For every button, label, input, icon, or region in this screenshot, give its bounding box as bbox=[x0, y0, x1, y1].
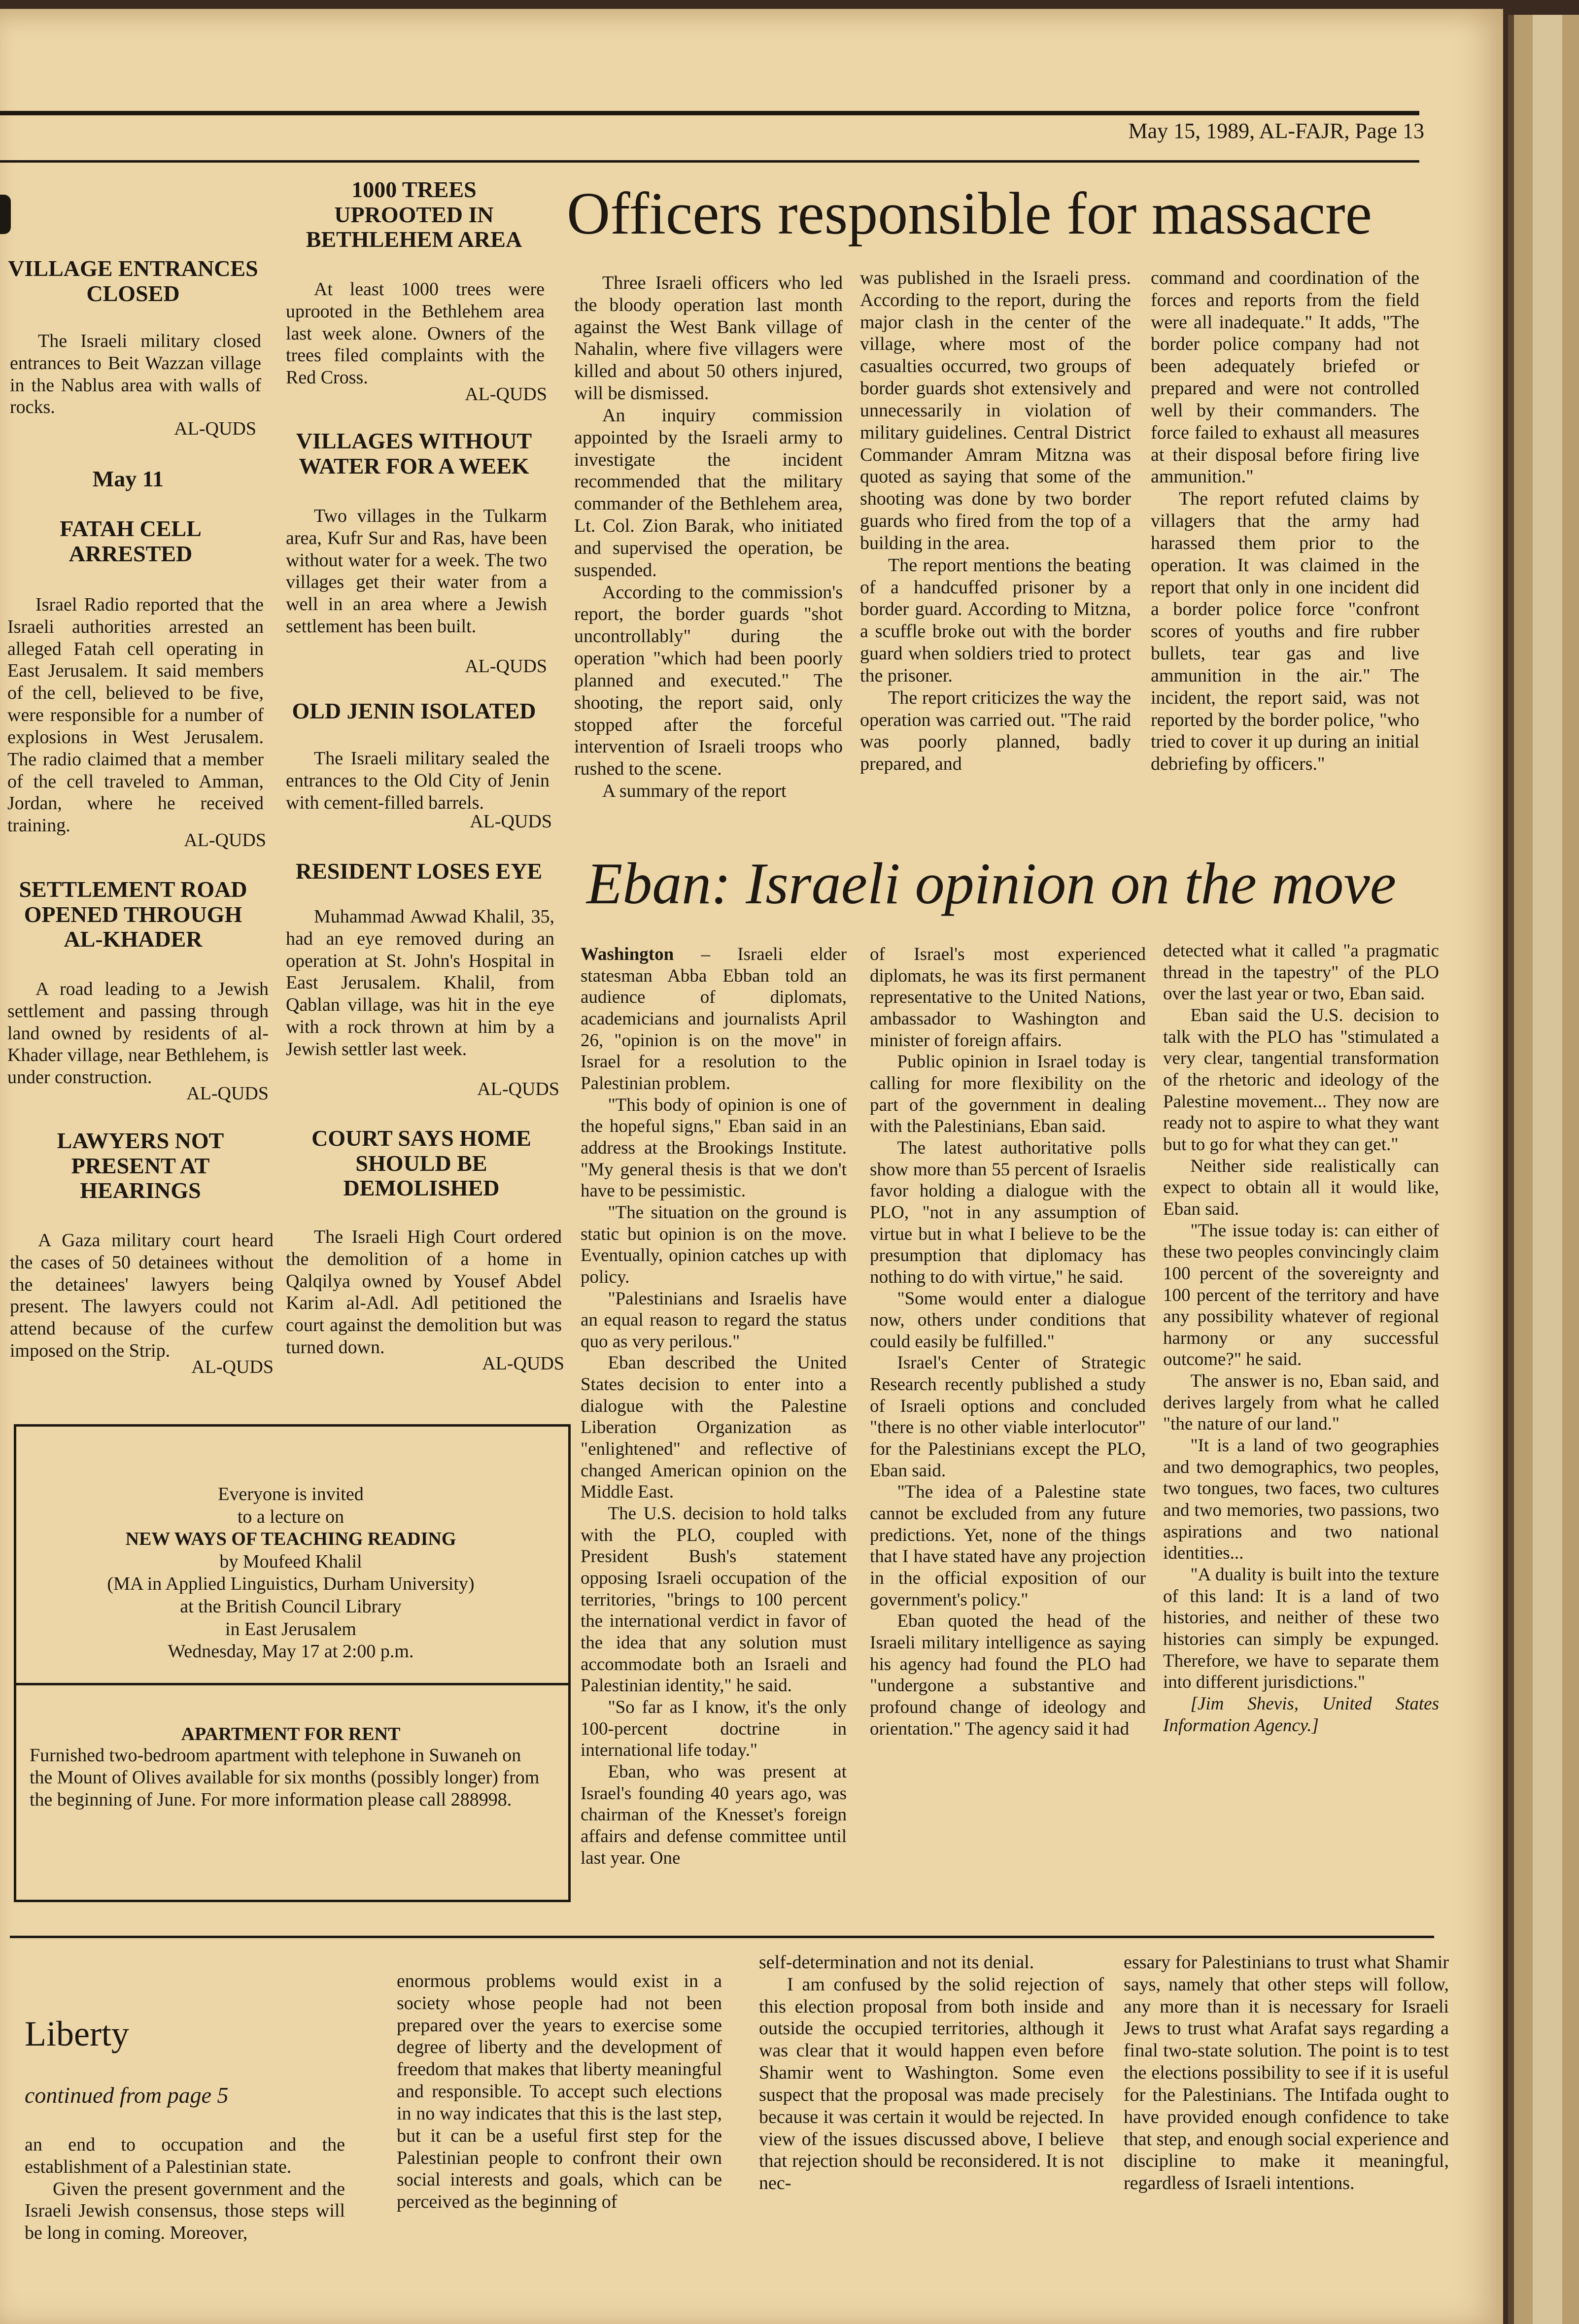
liberty-column-2: enormous problems would exist in a society whose people had not been prepared over the years to exercise some degree of liberty and the development of freedom that makes that liberty meaningful and responsible. To accept such elections in no way indicates that this is the last step, but it can be a useful first step for the Palestinian people to confront their own social interests and goals, which can be perceived as the beginning of bbox=[397, 1971, 722, 2213]
dateline: Washington bbox=[581, 944, 674, 964]
liberty-column-3: self-determination and not its denial. I am confused by the solid rejection of this election proposal from both inside and outside the occupied territories, although it was clear that it would happen even before Shamir went to Washington. Some even suspect that the proposal was made precisely because it was certain it would be rejected. In view of the issues discussed above, I believe that rejection should be reconsidered. It is not nec- bbox=[759, 1952, 1104, 2194]
lecture-notice: Everyone is invited to a lecture on NEW WAYS OF TEACHING READING by Moufeed Khalil (MA in Applied Linguistics, Durham University) at the British Council Library in East Jerusalem Wednesday, May 17 at 2:00 p.m. bbox=[107, 1484, 475, 1662]
brief-title-road: SETTLEMENT ROAD OPENED THROUGH AL-KHADER bbox=[19, 877, 247, 952]
massacre-column-1: Three Israeli officers who led the bloody operation last month against the West Bank village of Nahalin, where five villagers were killed and about 50 others injured, will be dismissed. An inquiry commission appointed by the Israeli army to investigate the incident recommended that the military commander of the Bethlehem area, Lt. Col. Zion Barak, who initiated and supervised the operation, be suspended. According to the commission's report, the border guards "shot uncontrollably" during the operation "which had been poorly planned and executed." The shooting, the report said, only stopped after the forceful intervention of Israeli troops who rushed to the scene. A summary of the report bbox=[574, 273, 843, 802]
brief-body-fatah: Israel Radio reported that the Israeli authorities arrested an alleged Fatah cell operating in East Jerusalem. It said members of the cell, believed to be five, were responsible for a number of explosions in West Jerusalem. The radio claimed that a member of the cell traveled to Amman, Jordan, where he received training. bbox=[7, 594, 264, 836]
brief-title-eye: RESIDENT LOSES EYE bbox=[295, 858, 543, 884]
brief-title-trees: 1000 TREES UPROOTED IN BETHLEHEM AREA bbox=[306, 177, 522, 252]
top-rule bbox=[0, 111, 1419, 115]
brief-body-eye: Muhammad Awwad Khalil, 35, had an eye removed during an operation at St. John's Hospital in East Jerusalem. Khalil, from Qablan village, was hit in the eye with a rock thrown at him by a Jewish settler last week. bbox=[286, 906, 554, 1059]
source-label: AL-QUDS bbox=[174, 418, 256, 439]
brief-body-court: The Israeli High Court ordered the demolition of a home in Qalqilya owned by Yousef Abdel Karim al-Adl. Adl petitioned the court against the demolition but was turned down. bbox=[286, 1227, 562, 1358]
brief-body-water: Two villages in the Tulkarm area, Kufr Sur and Ras, have been without water for a week. The two villages get their water from a well in an area where a Jewish settlement has been built. bbox=[286, 506, 547, 637]
source-label: AL-QUDS bbox=[191, 1357, 274, 1377]
source-label: AL-QUDS bbox=[465, 384, 547, 405]
source-label: AL-QUDS bbox=[470, 811, 552, 832]
brief-body-village: The Israeli military closed entrances to Beit Wazzan village in the Nablus area with walls of rocks. bbox=[10, 331, 261, 418]
brief-body-road: A road leading to a Jewish settlement and passing through land owned by residents of al-Khader village, near Bethlehem, is under construction. bbox=[7, 979, 269, 1088]
headline-massacre: Officers responsible for massacre bbox=[567, 180, 1372, 247]
brief-title-village: VILLAGE ENTRANCES CLOSED bbox=[8, 256, 258, 306]
brief-body-trees: At least 1000 trees were uprooted in the Bethlehem area last week alone. Owners of the trees filed complaints with the Red Cross. bbox=[286, 279, 545, 388]
date-heading: May 11 bbox=[92, 466, 164, 491]
rent-body: Furnished two-bedroom apartment with telephone in Suwaneh on the Mount of Olives available for six months (possibly longer) from the beginning of June. For more information please call 288998. bbox=[30, 1745, 540, 1810]
liberty-column-4: essary for Palestinians to trust what Shamir says, namely that other steps will follow, any more than it is necessary for Israeli Jews to trust what Arafat says regarding a final two-state solution. The point is to test the elections possibility to see if it is useful for the Palestinians. The Intifada ought to have provided enough confidence to take that step, and enough social experience and discipline to make it meaningful, regardless of Israeli intentions. bbox=[1124, 1952, 1449, 2194]
massacre-column-2: was published in the Israeli press. According to the report, during the major clash in the center of the village, where most of the casualties occurred, two groups of border guards shot extensively and unnecessarily in violation of military guidelines. Central District Commander Amram Mitzna was quoted as saying that some of the shooting was done by two border guards who fired from the top of a building in the area. The report mentions the beating of a handcuffed prisoner by a border guard. According to Mitzna, a scuffle broke out with the border guard when soldiers tried to protect the prisoner. The report criticizes the way the operation was carried out. "The raid was poorly planned, badly prepared, and bbox=[860, 268, 1131, 775]
rent-title: APARTMENT FOR RENT bbox=[181, 1724, 401, 1744]
section-marker bbox=[0, 195, 11, 234]
brief-body-lawyers: A Gaza military court heard the cases of 50 detainees without the detainees' lawyers being present. The lawyers could not attend because of the curfew imposed on the Strip. bbox=[10, 1230, 274, 1362]
source-label: AL-QUDS bbox=[465, 656, 547, 677]
binding-edge bbox=[1533, 15, 1562, 2324]
ad-divider bbox=[14, 1683, 571, 1685]
byline-credit: [Jim Shevis, United States Information Agency.] bbox=[1163, 1693, 1439, 1736]
brief-title-fatah: FATAH CELL ARRESTED bbox=[60, 516, 202, 566]
folio-rule bbox=[0, 160, 1419, 163]
brief-body-jenin: The Israeli military sealed the entrances to the Old City of Jenin with cement-filled barrels. bbox=[286, 748, 549, 813]
eban-column-3: detected what it called "a pragmatic thread in the tapestry" of the PLO over the last year or two, Eban said. Eban said the U.S. decision to talk with the PLO has "stimulated a very clear, tangential transformation of the rhetoric and ideology of the Palestine movement... They now are ready not to aspire to what they want but to go for what they can get." Neither side realistically can expect to obtain all it would like, Eban said. "The issue today is: can either of these two peoples convincingly claim 100 percent of the sovereignty and 100 percent of the territory and have any possibility whatever of regional harmony or any successful outcome?" he said. The answer is no, Eban said, and derives largely from what he called "the nature of our land." "It is a land of two geographies and two demographics, two peoples, two tongues, two faces, two cultures and two memories, two passions, two aspirations and two national identities... "A duality is built into the texture of this land: It is a land of two histories, and neither of these two histories can simply be expunged. Therefore, we have to separate them into different jurisdictions." [Jim Shevis, United States Information Agency.] bbox=[1163, 941, 1439, 1736]
eban-column-1: Washington – Israeli elder statesman Abba Ebban told an audience of diplomats, academicians and journalists April 26, "opinion is on the move" in Israel for a resolution to the Palestinian problem. "This body of opinion is one of the hopeful signs," Eban said in an address at the Brookings Institute. "My general thesis is that we don't have to be pessimistic. "The situation on the ground is static but opinion is on the move. Eventually, opinion catches up with policy. "Palestinians and Israelis have an equal reason to regard the status quo as very perilous." Eban described the United States decision to enter into a dialogue with the Palestine Liberation Organization as "enlightened" and reflective of changed American opinion on the Middle East. The U.S. decision to hold talks with the PLO, coupled with President Bush's statement opposing Israeli occupation of the territories, "brings to 100 percent the international verdict in favor of the idea that any solution must accommodate both an Israeli and Palestinian identity," he said. "So far as I know, it's the only 100-percent doctrine in international life today." Eban, who was present at Israel's founding 40 years ago, was chairman of the Knesset's foreign affairs and defense committee until last year. One bbox=[581, 944, 847, 1868]
page-folio: May 15, 1989, AL-FAJR, Page 13 bbox=[1128, 119, 1424, 143]
brief-title-jenin: OLD JENIN ISOLATED bbox=[292, 698, 536, 723]
section-rule bbox=[10, 1936, 1434, 1938]
headline-eban: Eban: Israeli opinion on the move bbox=[586, 851, 1397, 916]
brief-title-lawyers: LAWYERS NOT PRESENT AT HEARINGS bbox=[57, 1128, 224, 1203]
source-label: AL-QUDS bbox=[482, 1353, 564, 1374]
source-label: AL-QUDS bbox=[477, 1079, 559, 1099]
eban-column-2: of Israel's most experienced diplomats, he was its first permanent representative to the United Nations, ambassador to Washington and minister of foreign affairs. Public opinion in Israel today is calling for more flexibility on the part of the government in dealing with the Palestinians, Eban said. The latest authoritative polls show more than 55 percent of Israelis favor holding a dialogue with the PLO, "not in any assumption of virtue but in what I believe to be the presumption that diplomacy has nothing to do with virtue," he said. "Some would enter a dialogue now, others under conditions that could easily be fulfilled." Israel's Center of Strategic Research recently published a study of Israeli options and concluded "there is no other viable interlocutor" for the Palestinians except the PLO, Eban said. "The idea of a Palestine state cannot be excluded from any future predictions. Yet, none of the things that I have stated have any projection in the official exposition of our government's policy." Eban quoted the head of the Israeli military intelligence as saying his agency had found the PLO had "undergone a substantive and profound change of ideology and orientation." The agency said it had bbox=[870, 944, 1146, 1739]
source-label: AL-QUDS bbox=[186, 1083, 269, 1104]
continued-line: continued from page 5 bbox=[25, 2083, 229, 2108]
brief-title-court: COURT SAYS HOME SHOULD BE DEMOLISHED bbox=[311, 1126, 531, 1201]
massacre-column-3: command and coordination of the forces and reports from the field were all inadequate." It adds, "The border police company had not been adequately briefed or prepared and were not controlled well by their commanders. The force failed to exhaust all measures at their disposal before firing live ammunition." The report refuted claims by villagers that the army had harassed them prior to the operation. It was claimed in the report that only in one incident did a border police force "confront scores of youths and fire rubber bullets, tear gas and live ammunition in the air." The incident, the report said, was not reported by the border police, "who tried to cover it up during an initial debriefing by officers." bbox=[1151, 268, 1419, 775]
brief-title-water: VILLAGES WITHOUT WATER FOR A WEEK bbox=[296, 428, 532, 478]
headline-liberty: Liberty bbox=[25, 2014, 129, 2053]
source-label: AL-QUDS bbox=[184, 830, 266, 851]
liberty-column-1: an end to occupation and the establishment of a Palestinian state. Given the present government and the Israeli Jewish consensus, those steps will be long in coming. Moreover, bbox=[25, 2134, 345, 2244]
